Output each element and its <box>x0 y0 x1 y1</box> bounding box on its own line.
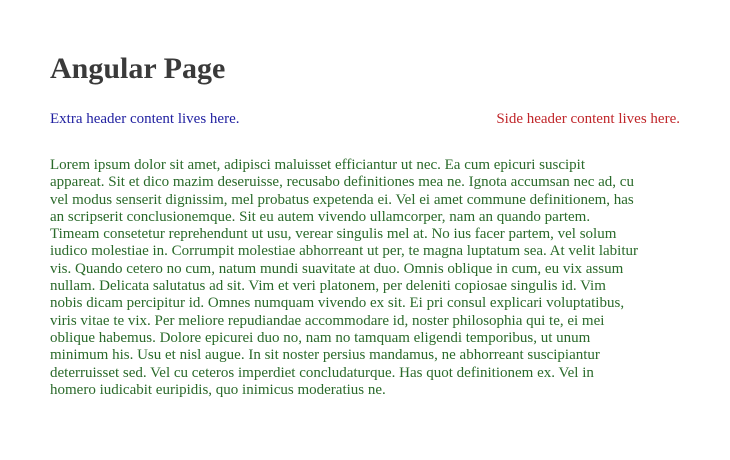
body-line: oblique habemus. Dolore epicurei duo no, nam no tamquam eligendi temporibus, ut unum <box>50 329 591 346</box>
body-line: vis. Quando cetero no cum, natum mundi suavitate at duo. Omnis oblique in cum, eu vix assum <box>50 260 624 277</box>
body-line: minimum his. Usu et nisl augue. In sit noster persius mandamus, ne abhorreant suscipiantur <box>50 347 600 364</box>
extra-header-content: Extra header content lives here. <box>50 111 240 127</box>
body-line: iudico molestiae in. Corrumpit molestiae abhorreant ut per, te magna luptatum sea. At velit labitur <box>50 243 638 260</box>
body-line: homero iudicabit euripidis, quo inimicus moderatius ne. <box>50 381 386 398</box>
body-line: Timeam consetetur reprehendunt ut usu, verear singulis mel at. No ius facer partem, vel solum <box>50 226 617 243</box>
body-line: nullam. Delicata salutatus ad sit. Vim et veri platonem, per deleniti copiosae singulis id. Vim <box>50 278 606 295</box>
body-line: nobis dicam percipitur id. Omnes numquam vivendo ex sit. Ei pri consul explicari voluptatibus, <box>50 295 625 312</box>
body-line: vel modus senserit dignissim, mel probatus expetenda ei. Vel ei amet commune definitionem, has <box>50 191 634 208</box>
body-paragraph <box>50 157 690 399</box>
side-header-content: Side header content lives here. <box>496 111 680 127</box>
body-line: viris vitae te vix. Per meliore repudiandae accommodare id, noster philosophia qui te, ei mei <box>50 312 605 329</box>
body-line: an scripserit conclusionemque. Sit eu autem vivendo ullamcorper, nam an quando partem. <box>50 208 591 225</box>
header-row <box>50 110 680 130</box>
page-title: Angular Page <box>50 52 226 85</box>
body-line: appareat. Sit et dico mazim deseruisse, recusabo definitiones mea ne. Ignota accumsan nec ad, cu <box>50 174 634 191</box>
body-line: deterruisset sed. Vel cu ceteros imperdiet concludaturque. Has quot definitionem ex. Vel in <box>50 364 594 381</box>
body-line: Lorem ipsum dolor sit amet, adipisci maluisset efficiantur ut nec. Ea cum epicuri suscipit <box>50 157 586 173</box>
